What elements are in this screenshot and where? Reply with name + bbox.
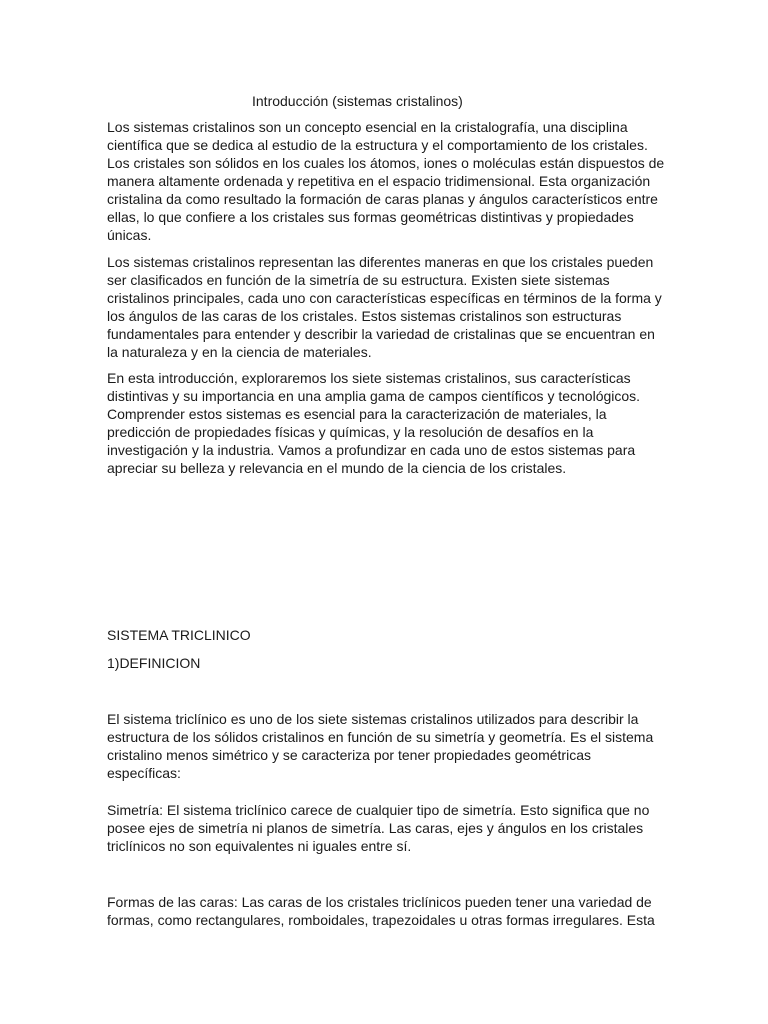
subsection-heading: 1)DEFINICION (107, 655, 201, 671)
intro-paragraph-2: Los sistemas cristalinos representan las diferentes maneras en que los cristales pueden ser clasificados en función de la simetría de su estructura. Existen siete sistemas cristalinos principales, cada uno con características específicas en términos de la forma y los ángulos de las caras de los cristales. Estos sistemas cristalinos son estructuras fundamentales para entender y describir la variedad de cristalinas que se encuentran en la naturaleza y en la ciencia de materiales. (107, 254, 662, 360)
section-heading: SISTEMA TRICLINICO (107, 627, 251, 643)
page-title: Introducción (sistemas cristalinos) (252, 93, 463, 109)
section-paragraph-2: Simetría: El sistema triclínico carece de cualquier tipo de simetría. Esto significa que no posee ejes de simetría ni planos de simetría. Las caras, ejes y ángulos en los cristales triclínicos no son equivalentes ni iguales entre sí. (107, 802, 650, 854)
section-paragraph-1: El sistema triclínico es uno de los siete sistemas cristalinos utilizados para describir la estructura de los sólidos cristalinos en función de su simetría y geometría. Es el sistema cristalino menos simétrico y se caracteriza por tener propiedades geométricas específicas: (107, 711, 654, 781)
intro-paragraph-3: En esta introducción, exploraremos los siete sistemas cristalinos, sus características distintivas y su importancia en una amplia gama de campos científicos y tecnológicos. Comprender estos sistemas es esencial para la caracterización de materiales, la predicción de propiedades físicas y químicas, y la resolución de desafíos en la investigación y la industria. Vamos a profundizar en cada uno de estos sistemas para apreciar su belleza y relevancia en el mundo de la ciencia de los cristales. (107, 370, 641, 476)
intro-paragraph-1: Los sistemas cristalinos son un concepto esencial en la cristalografía, una disciplina científica que se dedica al estudio de la estructura y el comportamiento de los cristales. Los cristales son sólidos en los cuales los átomos, iones o moléculas están dispuestos de manera altamente ordenada y repetitiva en el espacio tridimensional. Esta organización cristalina da como resultado la formación de caras planas y ángulos característicos entre ellas, lo que confiere a los cristales sus formas geométricas distintivas y propiedades únicas. (107, 119, 665, 243)
section-paragraph-3: Formas de las caras: Las caras de los cristales triclínicos pueden tener una variedad de formas, como rectangulares, romboidales, trapezoidales u otras formas irregulares. Esta (107, 894, 655, 928)
